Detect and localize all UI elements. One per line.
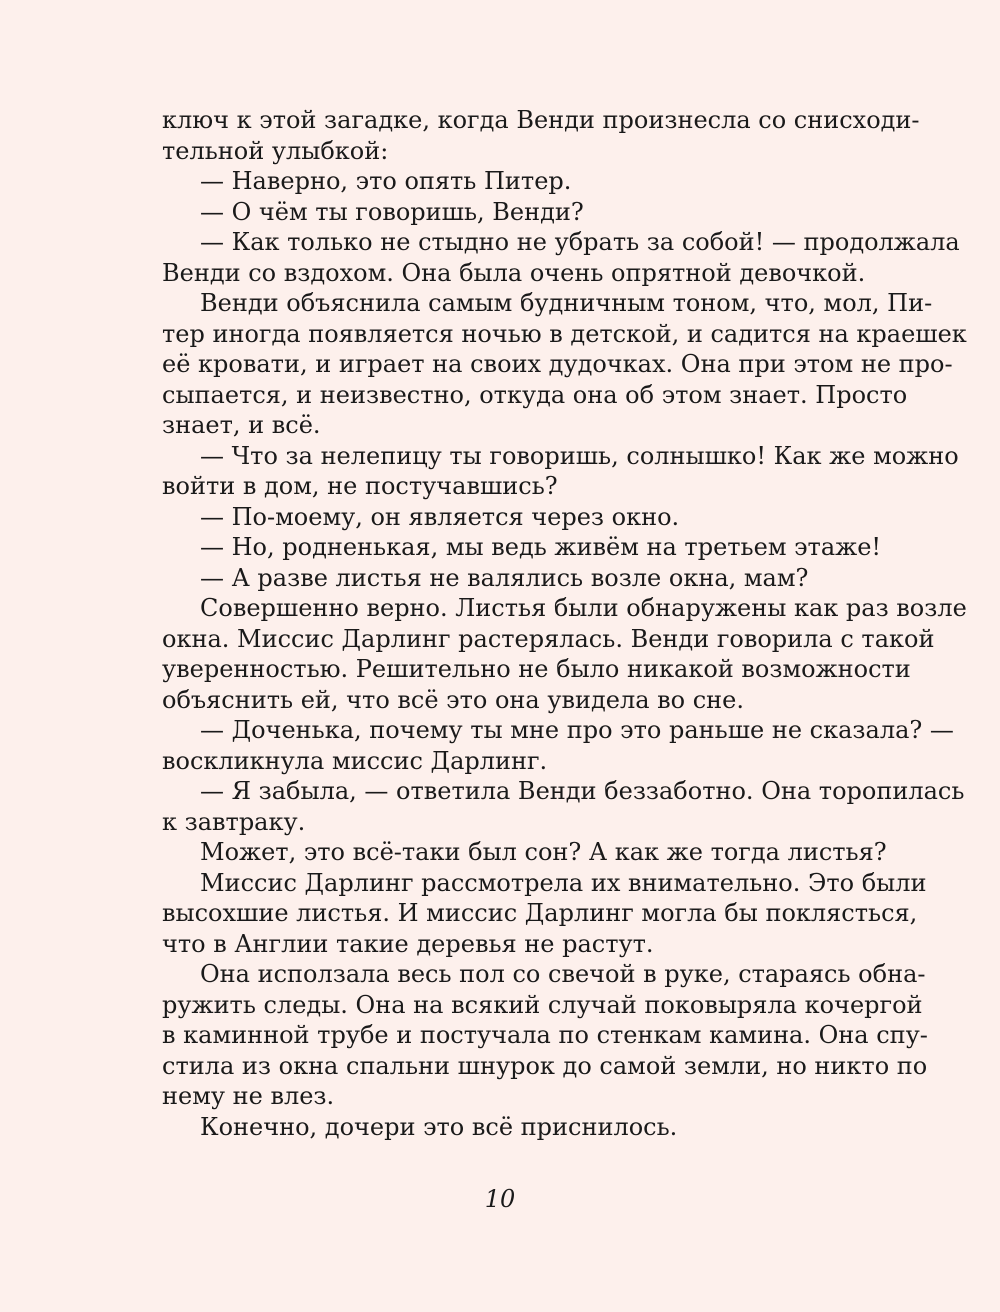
text-line: Венди со вздохом. Она была очень опрятной девочкой. — [162, 258, 866, 287]
text-line: Совершенно верно. Листья были обнаружены как раз возле — [200, 594, 967, 622]
text-line: — Доченька, почему ты мне про это раньше не сказала? — — [200, 716, 954, 744]
text-line: Конечно, дочери это всё приснилось. — [200, 1112, 678, 1141]
text-line: стила из окна спальни шнурок до самой земли, но никто по — [162, 1051, 928, 1080]
text-line: к завтраку. — [162, 807, 306, 836]
text-line: — По-моему, он является через окно. — [200, 502, 680, 531]
text-line: воскликнула миссис Дарлинг. — [162, 746, 548, 775]
text-line: нему не влез. — [162, 1082, 335, 1110]
text-line: Венди объяснила самым будничным тоном, что, мол, Пи- — [200, 289, 933, 317]
text-line: высохшие листья. И миссис Дарлинг могла бы поклясться, — [162, 899, 918, 927]
text-line: знает, и всё. — [162, 411, 321, 439]
text-line: сыпается, и неизвестно, откуда она об этом знает. Просто — [162, 380, 908, 409]
text-line: объяснить ей, что всё это она увидела во сне. — [162, 685, 745, 714]
text-line: в каминной трубе и постучала по стенкам камина. Она спу- — [162, 1021, 928, 1049]
text-line: тер иногда появляется ночью в детской, и садится на краешек — [162, 319, 967, 348]
text-line: — Наверно, это опять Питер. — [200, 167, 572, 195]
page-number: 10 — [484, 1185, 516, 1213]
text-line: — Что за нелепицу ты говоришь, солнышко! Как же можно — [200, 441, 959, 470]
text-line: её кровати, и играет на своих дудочках. Она при этом не про- — [162, 350, 953, 378]
text-line: ключ к этой загадке, когда Венди произнесла со снисходи- — [162, 106, 920, 134]
text-line: что в Англии такие деревья не растут. — [162, 929, 654, 958]
text-line: Миссис Дарлинг рассмотрела их внимательно. Это были — [200, 868, 927, 897]
text-line: Может, это всё-таки был сон? А как же тогда листья? — [200, 838, 887, 866]
text-line: окна. Миссис Дарлинг растерялась. Венди говорила с такой — [162, 624, 935, 653]
text-line: — Но, родненькая, мы ведь живём на третьем этаже! — [200, 533, 882, 561]
text-line: — Как только не стыдно не убрать за собой! — продолжала — [200, 228, 960, 256]
text-line: — А разве листья не валялись возле окна, мам? — [200, 563, 809, 592]
text-line: ружить следы. Она на всякий случай поковыряла кочергой — [162, 990, 923, 1019]
text-line: тельной улыбкой: — [162, 136, 389, 165]
text-line: войти в дом, не постучавшись? — [162, 472, 558, 500]
text-line: уверенностью. Решительно не было никакой возможности — [162, 655, 911, 683]
page-body-text — [162, 105, 967, 1142]
text-line: — О чём ты говоришь, Венди? — [200, 197, 584, 226]
text-line: Она исползала весь пол со свечой в руке, стараясь обна- — [200, 960, 926, 988]
text-line: — Я забыла, — ответила Венди беззаботно. Она торопилась — [200, 777, 965, 805]
